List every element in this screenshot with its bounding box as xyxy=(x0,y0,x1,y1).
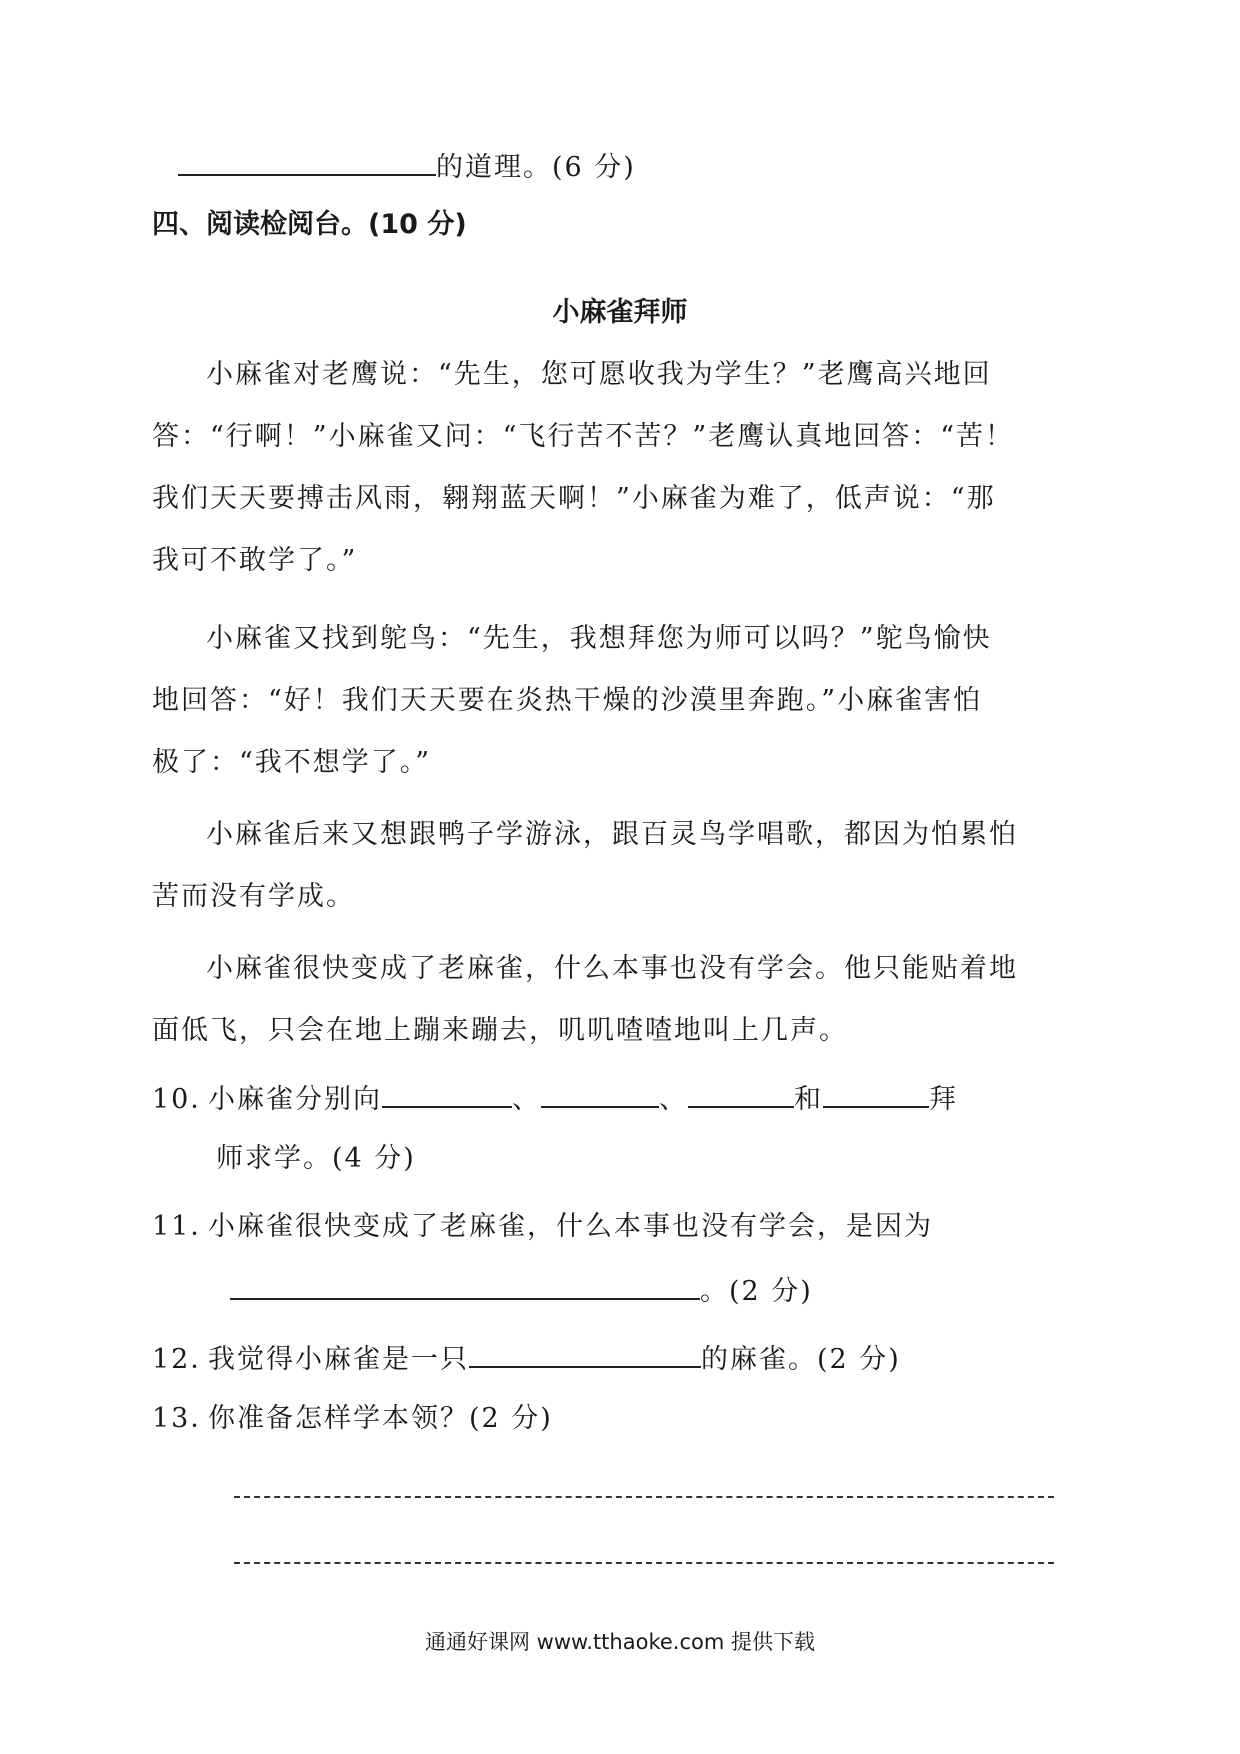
answer-blank[interactable] xyxy=(541,1080,659,1108)
question-number: 13． xyxy=(152,1403,220,1434)
question-number: 12． xyxy=(152,1344,220,1375)
question-number: 11． xyxy=(152,1211,220,1242)
question-suffix: 的麻雀。(2 分) xyxy=(701,1344,901,1375)
story-line: 面低飞，只会在地上蹦来蹦去，叽叽喳喳地叫上几声。 xyxy=(152,1015,848,1046)
question-text: 你准备怎样学本领？(2 分) xyxy=(208,1403,553,1434)
separator: 、 xyxy=(512,1084,541,1115)
story-line: 小麻雀对老鹰说：“先生，您可愿收我为学生？”老鹰高兴地回 xyxy=(206,359,992,390)
answer-blank[interactable] xyxy=(469,1340,701,1368)
story-line: 小麻雀后来又想跟鸭子学游泳，跟百灵鸟学唱歌，都因为怕累怕 xyxy=(206,819,1018,850)
story-line: 极了：“我不想学了。” xyxy=(152,747,432,778)
story-line: 苦而没有学成。 xyxy=(152,881,355,912)
answer-blank[interactable] xyxy=(382,1080,512,1108)
question-suffix: 。(2 分) xyxy=(700,1276,813,1307)
answer-blank[interactable] xyxy=(688,1080,794,1108)
question-13 xyxy=(152,1402,553,1436)
story-line: 地回答：“好！我们天天要在炎热干燥的沙漠里奔跑。”小麻雀害怕 xyxy=(152,685,983,716)
story-line: 答：“行啊！”小麻雀又问：“飞行苦不苦？”老鹰认真地回答：“苦！ xyxy=(152,421,1015,452)
question-text: 小麻雀分别向 xyxy=(208,1084,382,1115)
answer-line[interactable] xyxy=(234,1562,1054,1564)
question-number: 10． xyxy=(152,1084,220,1115)
answer-blank[interactable] xyxy=(178,148,436,176)
question-11 xyxy=(152,1210,933,1244)
story-title: 小麻雀拜师 xyxy=(552,297,688,328)
question-text: 我觉得小麻雀是一只 xyxy=(208,1344,469,1375)
question-10 xyxy=(152,1080,958,1117)
story-line: 我们天天要搏击风雨，翱翔蓝天啊！”小麻雀为难了，低声说：“那 xyxy=(152,483,996,514)
answer-blank[interactable] xyxy=(230,1272,700,1300)
separator: 、 xyxy=(659,1084,688,1115)
question-10-continued: 师求学。(4 分) xyxy=(216,1143,416,1174)
footer-credit: 通通好课网 www.tthaoke.com 提供下载 xyxy=(425,1630,815,1654)
question-12 xyxy=(152,1340,901,1377)
question-text: 小麻雀很快变成了老麻雀，什么本事也没有学会，是因为 xyxy=(208,1211,933,1242)
story-line: 小麻雀很快变成了老麻雀，什么本事也没有学会。他只能贴着地 xyxy=(206,953,1018,984)
answer-blank[interactable] xyxy=(823,1080,929,1108)
answer-line[interactable] xyxy=(234,1496,1054,1498)
story-line: 小麻雀又找到鸵鸟：“先生，我想拜您为师可以吗？”鸵鸟愉快 xyxy=(206,623,992,654)
question-11-answer xyxy=(230,1272,813,1309)
previous-question-suffix: 的道理。(6 分) xyxy=(436,152,636,183)
conjunction: 和 xyxy=(794,1084,823,1115)
story-line: 我可不敢学了。” xyxy=(152,545,358,576)
question-text: 拜 xyxy=(929,1084,958,1115)
section-heading: 四、阅读检阅台。(10 分) xyxy=(152,209,467,240)
previous-question-tail xyxy=(178,148,636,185)
